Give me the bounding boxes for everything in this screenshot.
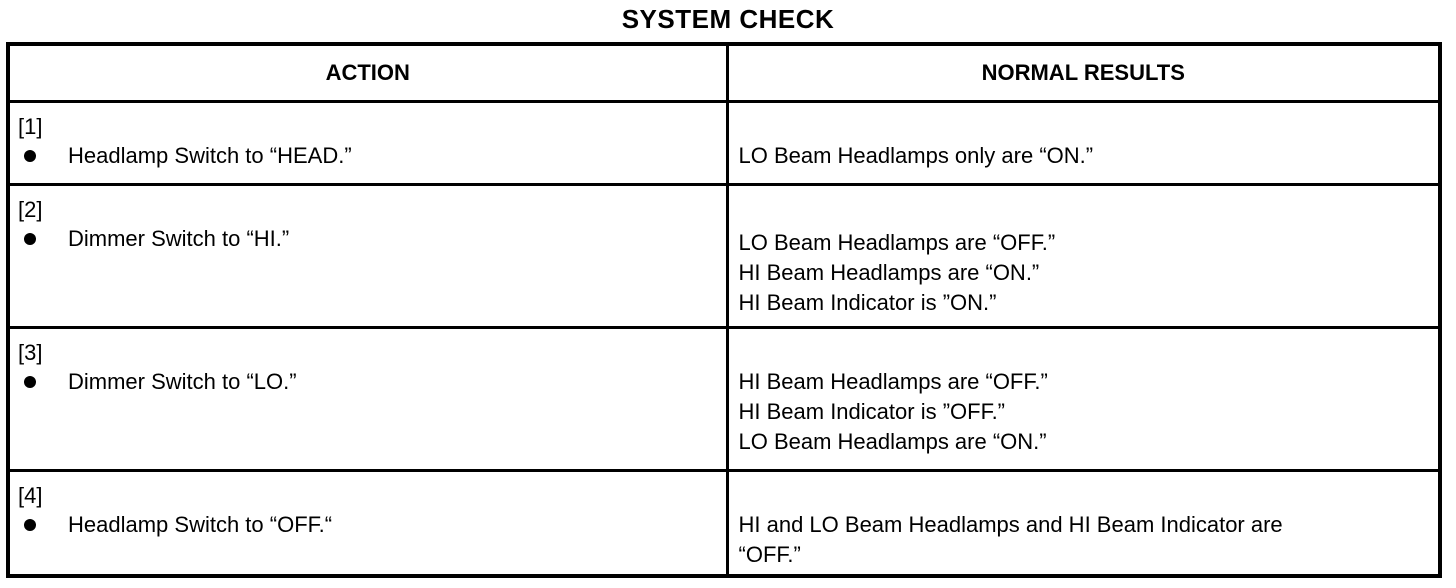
system-check-grid: [10, 46, 1438, 576]
step-number: [4]: [18, 483, 43, 508]
result-line: HI Beam Headlamps are “OFF.”: [738, 369, 1048, 394]
bullet-icon: [24, 376, 36, 388]
result-line: HI and LO Beam Headlamps and HI Beam Indicator are: [738, 512, 1283, 537]
action-text: Dimmer Switch to “HI.”: [68, 226, 290, 251]
action-line: [10, 224, 726, 254]
action-cell: [10, 328, 727, 471]
result-line: HI Beam Headlamps are “ON.”: [738, 260, 1040, 285]
action-cell: [10, 185, 727, 328]
results-list: [729, 472, 1439, 570]
normal-results-header: NORMAL RESULTS: [727, 46, 1438, 102]
result-line: HI Beam Indicator is ”ON.”: [738, 290, 997, 315]
step-number: [3]: [18, 340, 43, 365]
action-header: ACTION: [10, 46, 727, 102]
page-title: SYSTEM CHECK: [621, 4, 835, 34]
result-line: HI Beam Indicator is ”OFF.”: [738, 399, 1006, 424]
step-number: [2]: [18, 197, 43, 222]
results-cell: [727, 471, 1438, 577]
action-text: Headlamp Switch to “OFF.“: [68, 512, 333, 537]
bullet-icon: [24, 233, 36, 245]
action-line: [10, 510, 726, 540]
step-number: [1]: [18, 114, 43, 139]
results-cell: [727, 328, 1438, 471]
table-row: [10, 102, 1438, 185]
action-line: [10, 141, 726, 171]
results-list: [729, 329, 1439, 457]
action-text: Dimmer Switch to “LO.”: [68, 369, 297, 394]
table-row: [10, 471, 1438, 577]
result-line: “OFF.”: [738, 542, 801, 567]
action-cell: [10, 471, 727, 577]
results-cell: [727, 185, 1438, 328]
results-list: [729, 103, 1439, 171]
action-cell: [10, 102, 727, 185]
result-line: LO Beam Headlamps are “ON.”: [738, 429, 1047, 454]
table-row: [10, 328, 1438, 471]
bullet-icon: [24, 150, 36, 162]
action-line: [10, 367, 726, 397]
result-line: LO Beam Headlamps only are “ON.”: [738, 143, 1094, 168]
results-list: [729, 186, 1439, 318]
system-check-table: [6, 42, 1442, 578]
result-line: LO Beam Headlamps are “OFF.”: [738, 230, 1056, 255]
results-cell: [727, 102, 1438, 185]
header-row: [10, 46, 1438, 102]
table-row: [10, 185, 1438, 328]
bullet-icon: [24, 519, 36, 531]
action-text: Headlamp Switch to “HEAD.”: [68, 143, 352, 168]
